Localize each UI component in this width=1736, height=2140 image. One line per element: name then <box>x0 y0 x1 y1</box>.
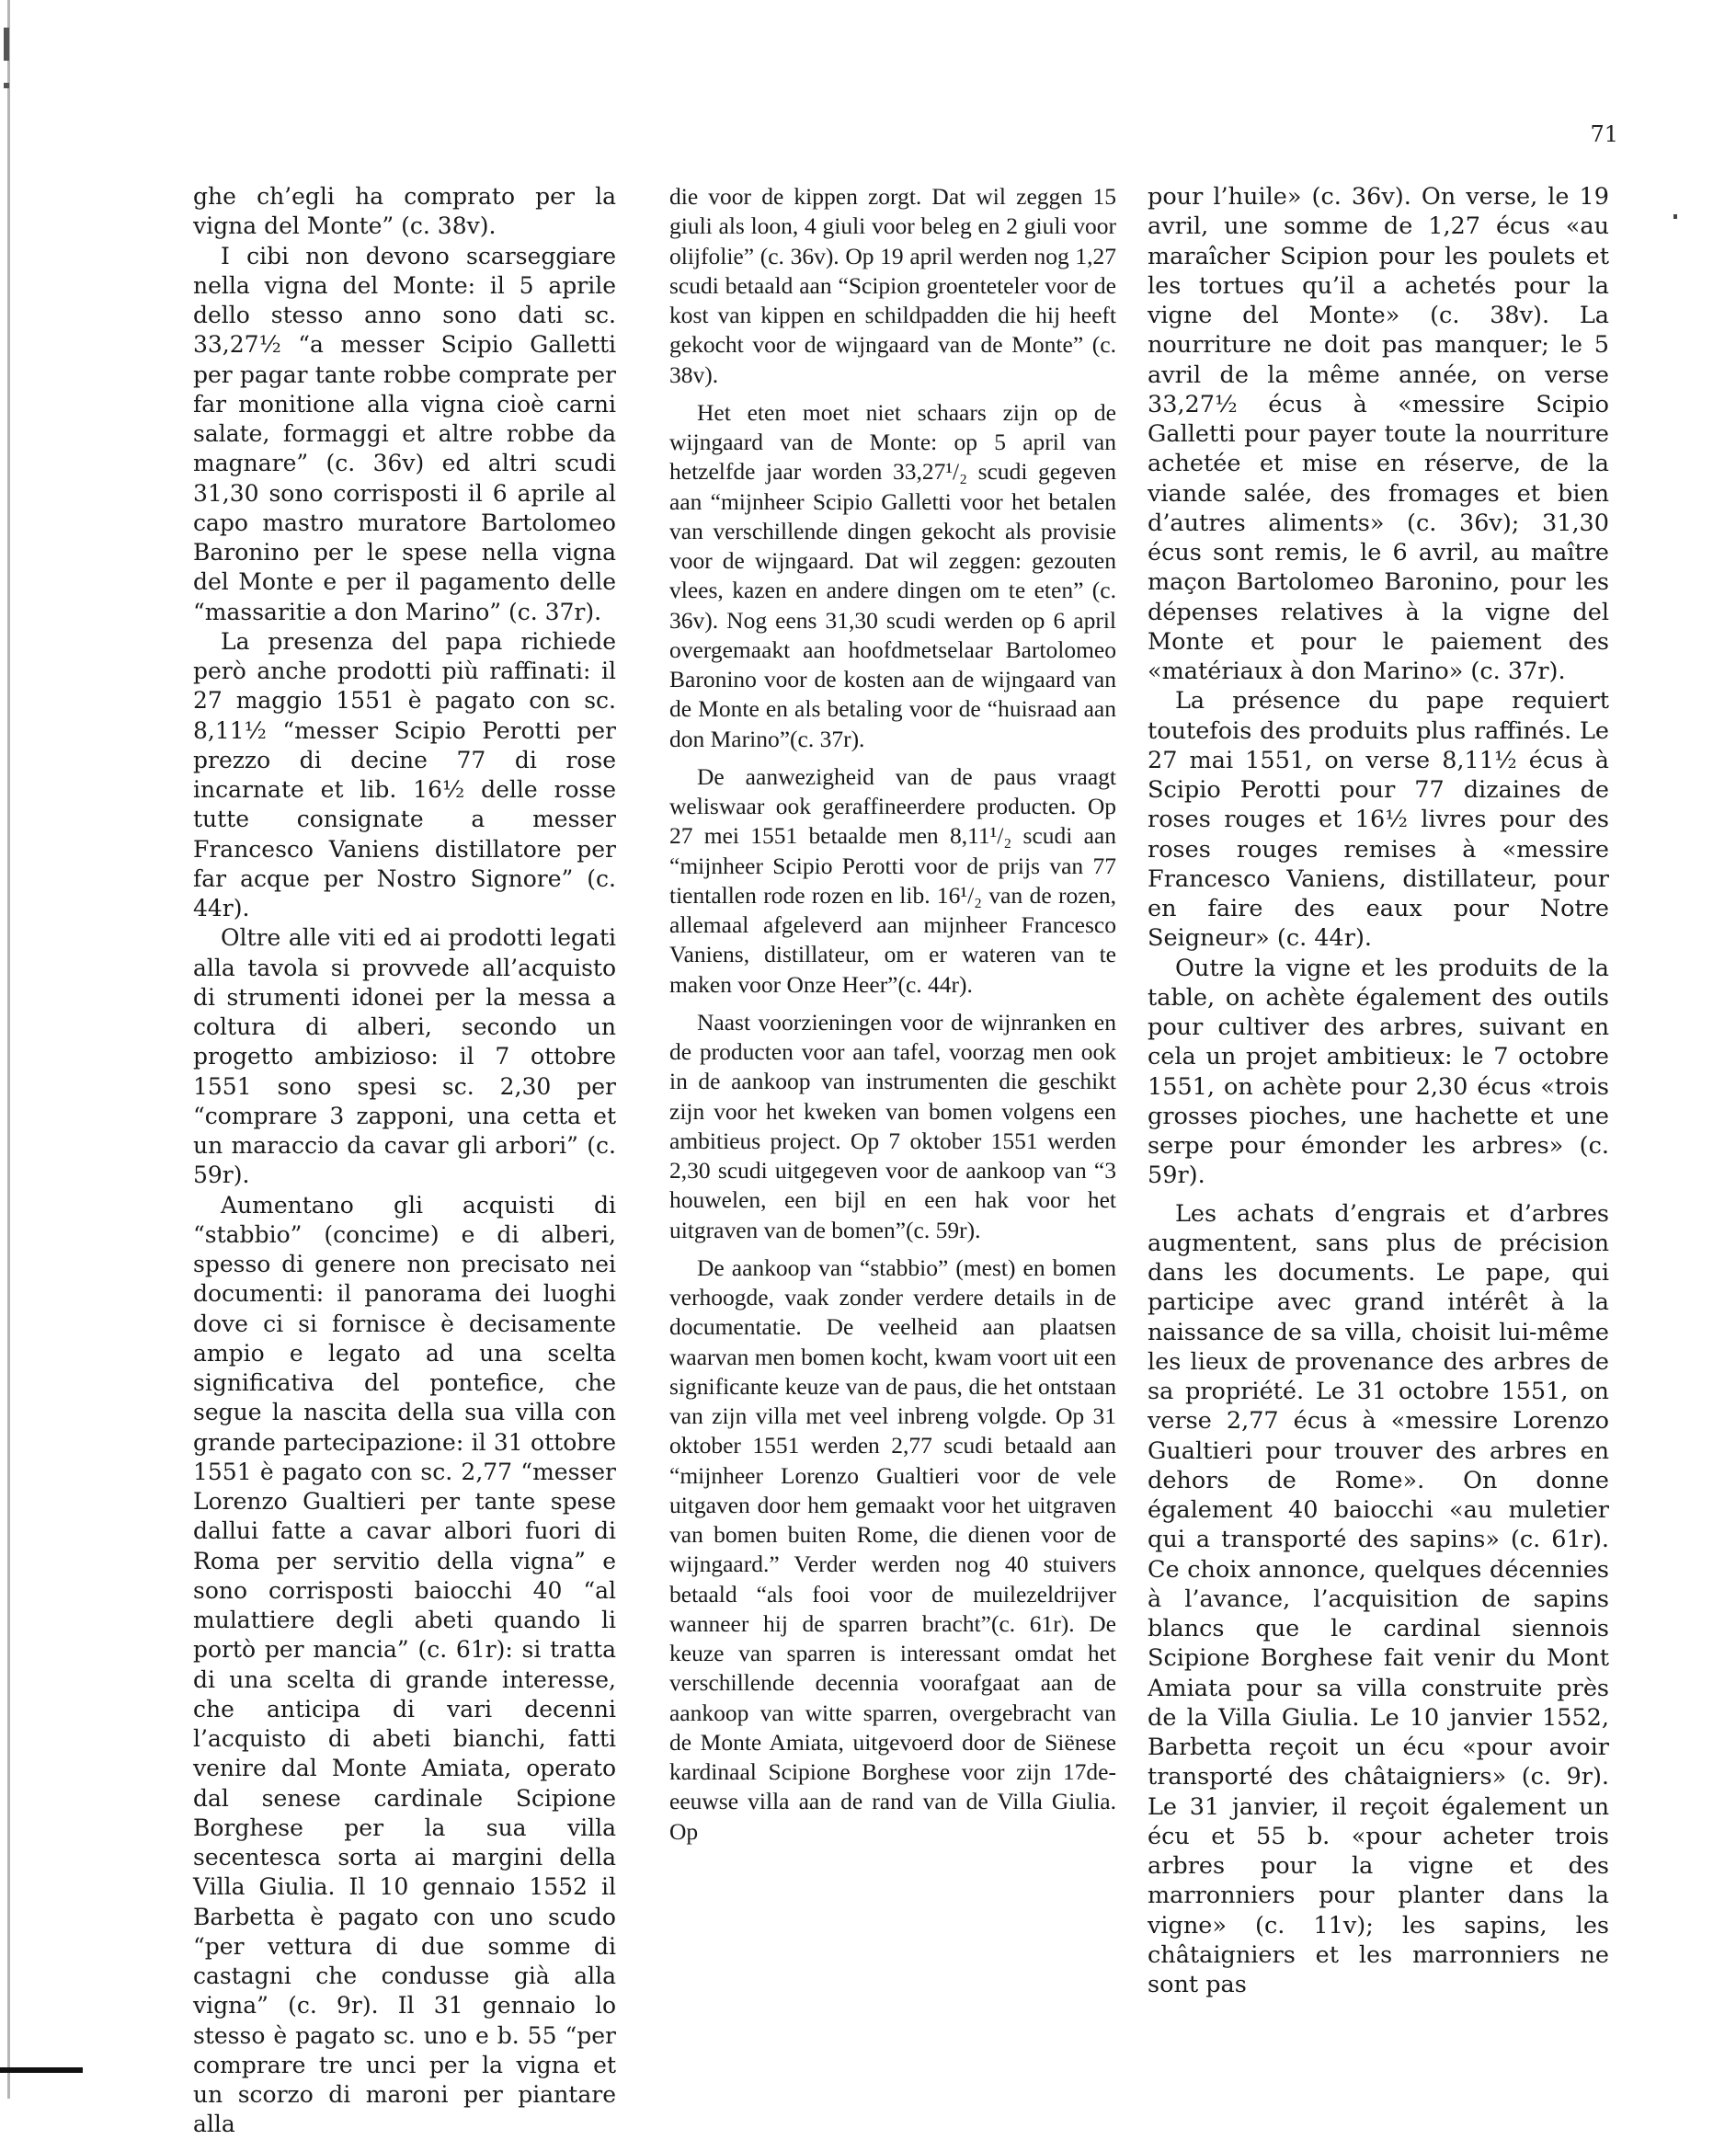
italian-paragraph: La presenza del papa richiede però anche prodotti più raffinati: il 27 maggio 1551 è pagato con sc. 8,11½ “messer Scipio Perotti per prezzo di decine 77 di rose incarnate et lib. 16½ delle rosse tutte consignate a messer Francesco Vaniens distillatore per far acque per Nostro Signore” (c. 44r). <box>193 627 616 921</box>
scan-binding-mark <box>4 83 9 88</box>
dutch-paragraph: die voor de kippen zorgt. Dat wil zeggen 15 giuli als loon, 4 giuli voor beleg en 2 giuli voor olijfolie” (c. 36v). Op 19 april werden nog 1,27 scudi betaald aan “Scipion groenteteler voor de kost van kippen en schildpadden die hij heeft gekocht voor de wijngaard van de Monte” (c. 38v). <box>669 183 1116 388</box>
dutch-paragraph: Naast voorzieningen voor de wijnranken en de producten voor aan tafel, voorzag men ook in de aankoop van instrumenten die geschikt zijn voor het kweken van bomen volgens een ambitieus project. Op 7 oktober 1551 werden 2,30 scudi uitgegeven voor de aankoop van “3 houwelen, een bijl en een hak voor het uitgraven van de bomen”(c. 59r). <box>669 1008 1116 1243</box>
page-number: 71 <box>1590 121 1618 147</box>
italian-paragraph: I cibi non devono scarseggiare nella vigna del Monte: il 5 aprile dello stesso anno sono dati sc. 33,27½ “a messer Scipio Galletti per pagar tante robbe comprate per far monitione alla vigna cioè carni salate, formaggi et altre robbe da magnare” (c. 36v) ed altri scudi 31,30 sono corrisposti il 6 aprile al capo mastro muratore Bartolomeo Baronino per le spese nella vigna del Monte e per il pagamento delle “massaritie a don Marino” (c. 37r). <box>193 242 616 625</box>
dutch-column <box>669 182 1116 2049</box>
italian-paragraph: Oltre alle viti ed ai prodotti legati alla tavola si provvede all’acquisto di strumenti idonei per la messa a coltura di alberi, secondo un progetto ambizioso: il 7 ottobre 1551 sono spesi sc. 2,30 per “comprare 3 zapponi, una cetta et un maraccio da cavar gli arbori” (c. 59r). <box>193 924 616 1189</box>
french-paragraph: Les achats d’engrais et d’arbres augmentent, sans plus de précision dans les documents. Le pape, qui participe avec grand intérêt à la naissance de sa villa, choisit lui-même les lieux de provenance des arbres de sa propriété. Le 31 octobre 1551, on verse 2,77 écus à «messire Lorenzo Gualtieri pour trouver des arbres en dehors de Rome». On donne également 40 baiocchi «au muletier qui a transporté des sapins» (c. 61r). Ce choix annonce, quelques décennies à l’avance, l’acquisition de sapins blancs que le cardinal siennois Scipione Borghese fait venir du Mont Amiata pour sa villa construite près de la Villa Giulia. Le 10 janvier 1552, Barbetta reçoit un écu «pour avoir transporté des châtaigniers» (c. 9r). Le 31 janvier, il reçoit également un écu et 55 b. «pour acheter trois arbres pour la vigne et des marronniers pour planter dans la vigne» (c. 11v); les sapins, les châtaigniers et les marronniers ne sont pas <box>1148 1199 1609 1998</box>
italian-paragraph: ghe ch’egli ha comprato per la vigna del Monte” (c. 38v). <box>193 183 616 240</box>
french-paragraph: pour l’huile» (c. 36v). On verse, le 19 avril, une somme de 1,27 écus «au maraîcher Scipion pour les poulets et les tortues qu’il a achetés pour la vigne del Monte» (c. 38v). La nourriture ne doit pas manquer; le 5 avril de la même année, on verse 33,27½ écus à «messire Scipio Galletti pour payer toute la nourriture achetée et mise en réserve, de la viande salée, des fromages et bien d’autres aliments» (c. 36v); 31,30 écus sont remis, le 6 avril, au maître maçon Bartolomeo Baronino, pour les dépenses relatives à la vigne del Monte et pour le paiement des «matériaux à don Marino» (c. 37r). <box>1148 183 1609 685</box>
french-column <box>1148 182 1609 2049</box>
dutch-paragraph: De aankoop van “stabbio” (mest) en bomen verhoogde, vaak zonder verdere details in de documentatie. De veelheid aan plaatsen waarvan men bomen kocht, kwam voort uit een significante keuze van de paus, die het ontstaan van zijn villa met veel inbreng volgde. Op 31 oktober 1551 werden 2,77 scudi betaald aan “mijnheer Lorenzo Gualtieri voor de vele uitgaven door hem gemaakt voor het uitgraven van bomen buiten Rome, die dienen voor de wijngaard.” Verder werden nog 40 stuivers betaald “als fooi voor de muilezeldrijver wanneer hij de sparren bracht”(c. 61r). De keuze van sparren is interessant omdat het verschillende decennia voorafgaat aan de aankoop van witte sparren, overgebracht van de Monte Amiata, uitgevoerd door de Siënese kardinaal Scipione Borghese voor zijn 17de-eeuwse villa aan de rand van de Villa Giulia. Op <box>669 1253 1116 1845</box>
french-paragraph: Outre la vigne et les produits de la table, on achète également des outils pour cultiver des arbres, suivant en cela un projet ambitieux: le 7 octobre 1551, on achète pour 2,30 écus «trois grosses pioches, une hachette et une serpe pour émonder les arbres» (c. 59r). <box>1148 954 1609 1190</box>
french-paragraph: La présence du pape requiert toutefois des produits plus raffinés. Le 27 mai 1551, on verse 8,11½ écus à Scipio Perotti pour 77 dizaines de roses rouges et 16½ livres pour des roses rouges remises à «messire Francesco Vaniens, distillateur, pour en faire des eaux pour Notre Seigneur» (c. 44r). <box>1148 687 1609 953</box>
scan-binding-mark <box>4 28 9 61</box>
scan-binding-edge <box>7 0 10 2099</box>
italian-paragraph: Aumentano gli acquisti di “stabbio” (concime) e di alberi, spesso di genere non precisato nei documenti: il panorama dei luoghi dove ci si fornisce è decisamente ampio e legato ad una scelta significativa del pontefice, che segue la nascita della sua villa con grande partecipazione: il 31 ottobre 1551 è pagato con sc. 2,77 “messer Lorenzo Gualtieri per tante spese dallui fatte a cavar albori fuori di Roma per servitio della vigna” e sono corrisposti baiocchi 40 “al mulattiere degli abeti quando li portò per mancia” (c. 61r): si tratta di una scelta di grande interesse, che anticipa di vari decenni l’acquisto di abeti bianchi, fatti venire dal Monte Amiata, operato dal senese cardinale Scipione Borghese per la sua villa secentesca sorta ai margini della Villa Giulia. Il 10 gennaio 1552 il Barbetta è pagato con uno scudo “per vettura di due somme di castagni che condusse già alla vigna” (c. 9r). Il 31 gennaio lo stesso è pagato sc. uno e b. 55 “per comprare tre unci per la vigna et un scorzo di maroni per piantare alla <box>193 1191 616 2138</box>
italian-column <box>193 182 616 2138</box>
scan-corner-mark <box>0 2067 83 2073</box>
scan-speck <box>1673 214 1677 219</box>
dutch-paragraph: De aanwezigheid van de paus vraagt weliswaar ook geraffineerdere producten. Op 27 mei 1551 betaalde men 8,11¹/₂ scudi aan “mijnheer Scipio Perotti voor de prijs van 77 tientallen rode rozen en lib. 16¹/₂ van de rozen, allemaal afgeleverd aan mijnheer Francesco Vaniens, distillateur, om er wateren van te maken voor Onze Heer”(c. 44r). <box>669 762 1116 998</box>
dutch-paragraph: Het eten moet niet schaars zijn op de wijngaard van de Monte: op 5 april van hetzelfde jaar worden 33,27¹/₂ scudi gegeven aan “mijnheer Scipio Galletti voor het betalen van verschillende dingen gekocht als provisie voor de wijngaard. Dat wil zeggen: gezouten vlees, kazen en andere dingen om te eten” (c. 36v). Nog eens 31,30 scudi werden op 6 april overgemaakt aan hoofdmetselaar Bartolomeo Baronino voor de kosten aan de wijngaard van de Monte en als betaling voor de “huisraad aan don Marino”(c. 37r). <box>669 398 1116 752</box>
